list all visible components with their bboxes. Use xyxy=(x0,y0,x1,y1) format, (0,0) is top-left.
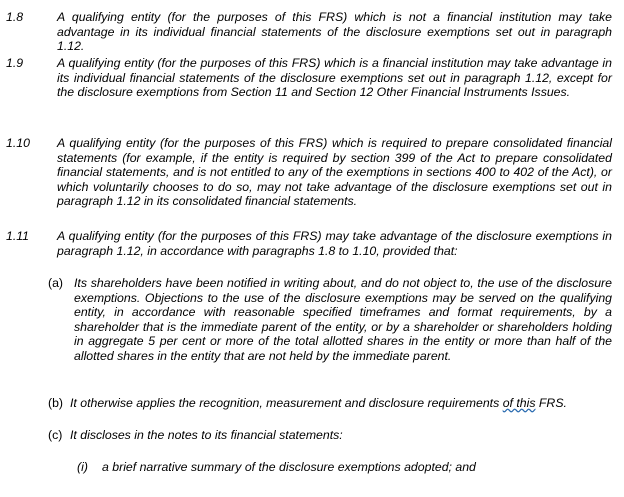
condition-label: (a) xyxy=(48,276,64,290)
sub-condition-label: (i) xyxy=(77,460,88,474)
paragraph-number: 1.11 xyxy=(6,229,30,243)
paragraph-text: A qualifying entity (for the purposes of this FRS) which is not a financial institution may take advantage in its individual financial statements of the disclosure exemptions set out in paragraph 1.12. xyxy=(57,10,612,53)
paragraph-text: A qualifying entity (for the purposes of this FRS) which is a financial institution may take advantage in its individual financial statements of the disclosure exemptions set out in paragraph 1.12, except for the disclosure exemptions from Section 11 and Section 12 Other Financial Instruments Issues. xyxy=(57,56,612,99)
sub-condition-text: a brief narrative summary of the disclosure exemptions adopted; and xyxy=(102,460,476,474)
condition-label: (c) xyxy=(48,428,63,442)
condition-text-after: FRS. xyxy=(538,396,567,410)
condition-text: Its shareholders have been notified in writing about, and do not object to, the use of the disclosure exemptions. Objections to the use of the disclosure exemptions may be served on the qualifying entity, in accordance with reasonable specified timeframes and format requirements, by a shareholder that is the immediate parent of the entity, or by a shareholder or shareholders holding in aggregate 5 per cent or more of the total allotted shares in the entity or more than half of the allotted shares in the entity that are not held by the immediate parent. xyxy=(74,276,612,363)
paragraph-text: A qualifying entity (for the purposes of this FRS) which is required to prepare consolidated financial statements (for example, if the entity is required by section 399 of the Act to prepare consolidated financial statements, and is not entitled to any of the exemptions in sections 400 to 402 of the Act), or which voluntarily chooses to do so, may not take advantage of the disclosure exemptions set out in paragraph 1.12 in its consolidated financial statements. xyxy=(57,136,612,208)
condition-text-before: It otherwise applies the recognition, measurement and disclosure requirements xyxy=(70,396,500,410)
paragraph-number: 1.8 xyxy=(6,10,24,24)
paragraph-number: 1.9 xyxy=(6,56,24,70)
paragraph-text: A qualifying entity (for the purposes of this FRS) may take advantage of the disclosure exemptions in paragraph 1.12, in accordance with paragraphs 1.8 to 1.10, provided that: xyxy=(57,229,612,258)
spellcheck-marked-text[interactable]: of this xyxy=(502,396,536,410)
condition-label: (b) xyxy=(48,396,64,410)
condition-text: It discloses in the notes to its financial statements: xyxy=(70,428,343,442)
condition-text xyxy=(70,396,615,411)
paragraph-number: 1.10 xyxy=(6,136,30,150)
